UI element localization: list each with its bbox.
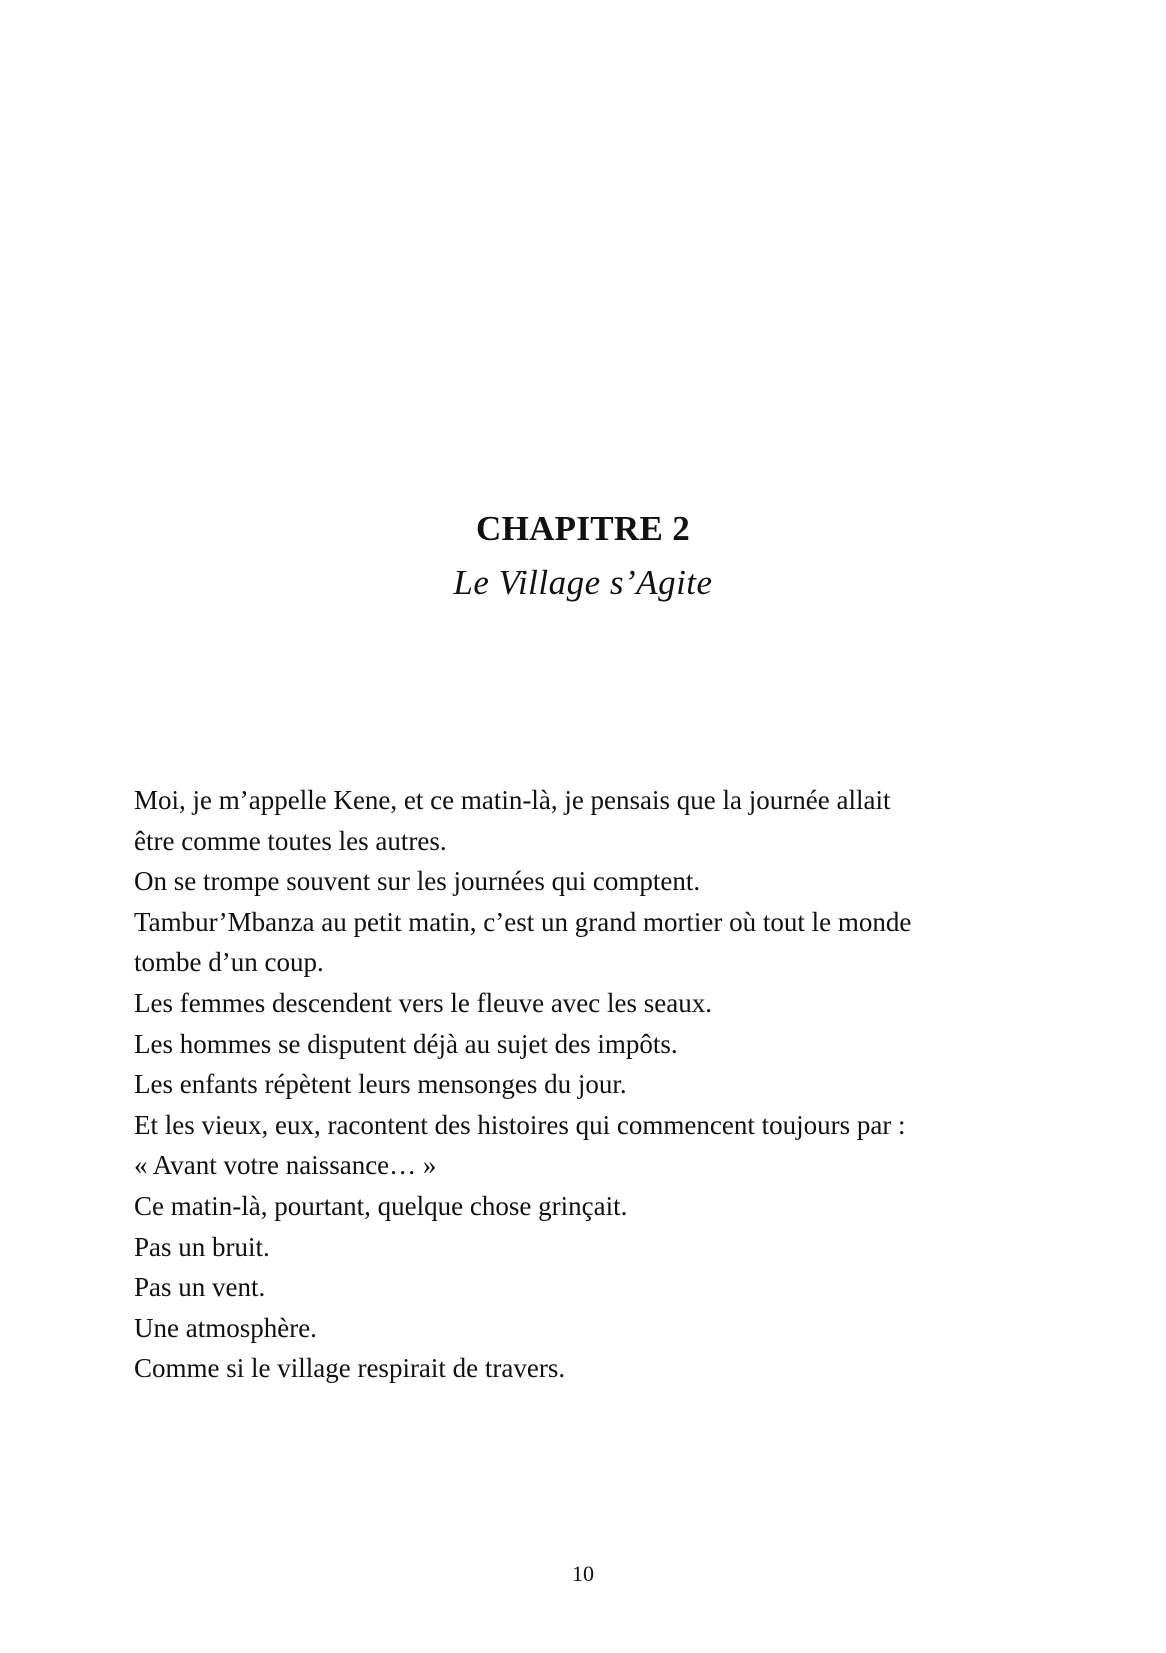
text-line: Tambur’Mbanza au petit matin, c’est un grand mortier où tout le monde <box>134 906 912 937</box>
text-line: Les femmes descendent vers le fleuve avec les seaux. <box>134 987 712 1018</box>
text-line: être comme toutes les autres. <box>134 825 447 856</box>
text-line: On se trompe souvent sur les journées qui comptent. <box>134 866 701 897</box>
text-line: tombe d’un coup. <box>134 947 324 978</box>
text-line: Pas un vent. <box>134 1272 266 1303</box>
text-line: « Avant votre naissance… » <box>134 1150 437 1181</box>
page-number: 10 <box>572 1561 594 1586</box>
text-line: Pas un bruit. <box>134 1231 270 1262</box>
text-line: Les enfants répètent leurs mensonges du jour. <box>134 1069 627 1100</box>
body-text <box>134 780 1034 1389</box>
text-line: Les hommes se disputent déjà au sujet des impôts. <box>134 1028 678 1059</box>
text-line: Ce matin-là, pourtant, quelque chose grinçait. <box>134 1190 628 1221</box>
chapter-subtitle: Le Village s’Agite <box>453 563 713 602</box>
text-line: Moi, je m’appelle Kene, et ce matin-là, je pensais que la journée allait <box>134 785 891 815</box>
text-line: Une atmosphère. <box>134 1312 317 1343</box>
text-line: Et les vieux, eux, racontent des histoires qui commencent toujours par : <box>134 1109 906 1140</box>
text-line: Comme si le village respirait de travers. <box>134 1353 566 1384</box>
chapter-heading: CHAPITRE 2 <box>476 509 690 548</box>
